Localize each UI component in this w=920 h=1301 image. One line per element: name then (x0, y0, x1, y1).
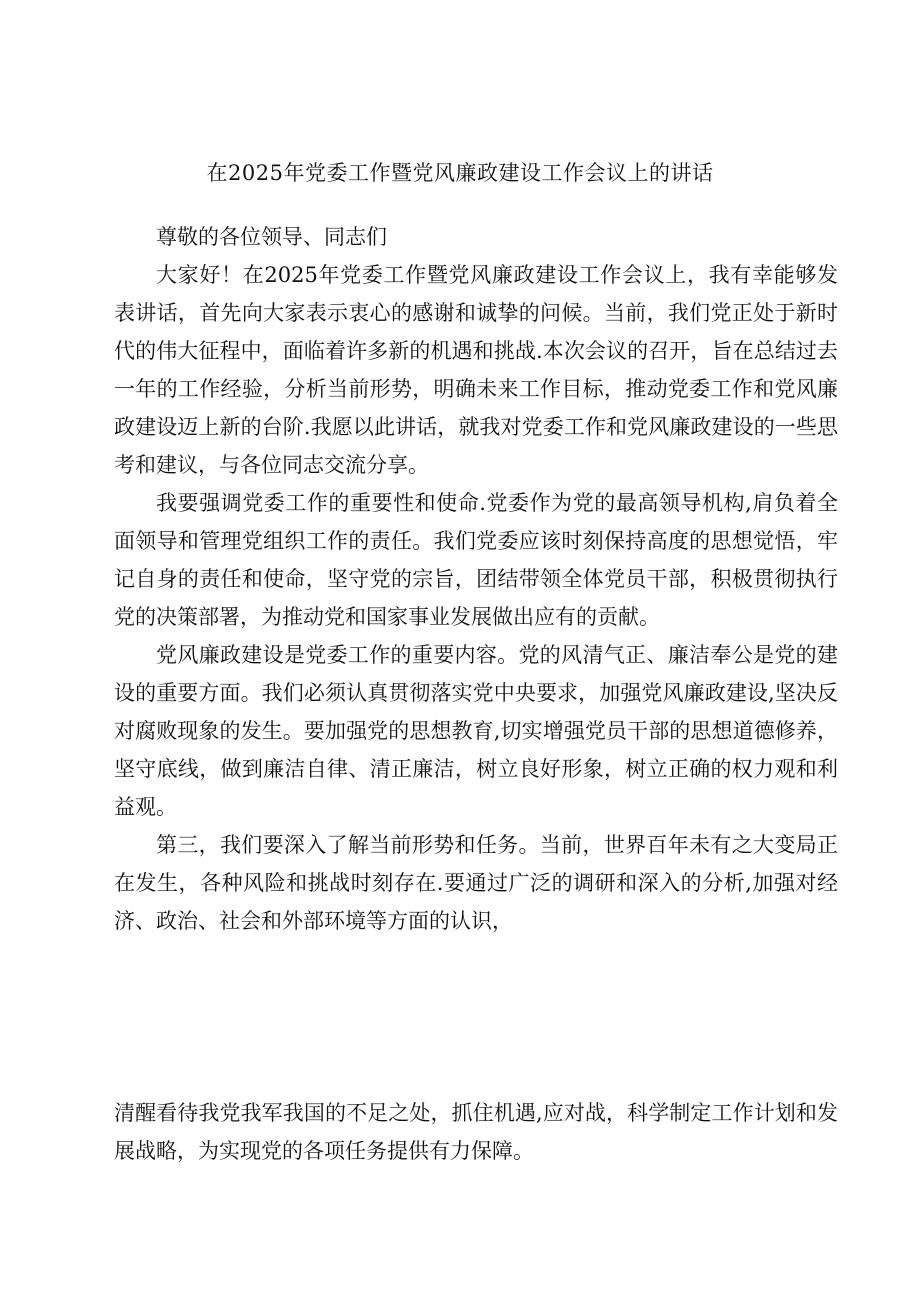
paragraph-2: 我要强调党委工作的重要性和使命.党委作为党的最高领导机构,肩负着全面领导和管理党组织工作的责任。我们党委应该时刻保持高度的思想觉悟，牢记自身的责任和使命，坚守党的宗旨，团结带领全体党员干部，积极贯彻执行党的决策部署，为推动党和国家事业发展做出应有的贡献。 (114, 491, 838, 629)
salutation: 尊敬的各位领导、同志们 (156, 225, 387, 249)
document-continuation (114, 1094, 838, 1170)
paragraph-continuation: 清醒看待我党我军我国的不足之处，抓住机遇,应对战，科学制定工作计划和发展战略，为实现党的各项任务提供有力保障。 (114, 1101, 838, 1163)
paragraph-4: 第三，我们要深入了解当前形势和任务。当前，世界百年未有之大变局正在发生，各种风险和挑战时刻存在.要通过广泛的调研和深入的分析,加强对经济、政治、社会和外部环境等方面的认识， (114, 833, 838, 933)
document-body (114, 218, 838, 940)
paragraph-3: 党风廉政建设是党委工作的重要内容。党的风清气正、廉洁奉公是党的建设的重要方面。我们必须认真贯彻落实党中央要求，加强党风廉政建设,坚决反对腐败现象的发生。要加强党的思想教育,切实增强党员干部的思想道德修养，坚守底线，做到廉洁自律、清正廉洁，树立良好形象，树立正确的权力观和利益观。 (114, 643, 838, 819)
paragraph-1: 大家好！在2025年党委工作暨党风廉政建设工作会议上，我有幸能够发表讲话，首先向大家表示衷心的感谢和诚挚的问候。当前，我们党正处于新时代的伟大征程中，面临着许多新的机遇和挑战.本次会议的召开，旨在总结过去一年的工作经验，分析当前形势，明确未来工作目标，推动党委工作和党风廉政建设迈上新的台阶.我愿以此讲话，就我对党委工作和党风廉政建设的一些思考和建议，与各位同志交流分享。 (114, 263, 838, 477)
document-title: 在2025年党委工作暨党风廉政建设工作会议上的讲话 (206, 161, 714, 185)
